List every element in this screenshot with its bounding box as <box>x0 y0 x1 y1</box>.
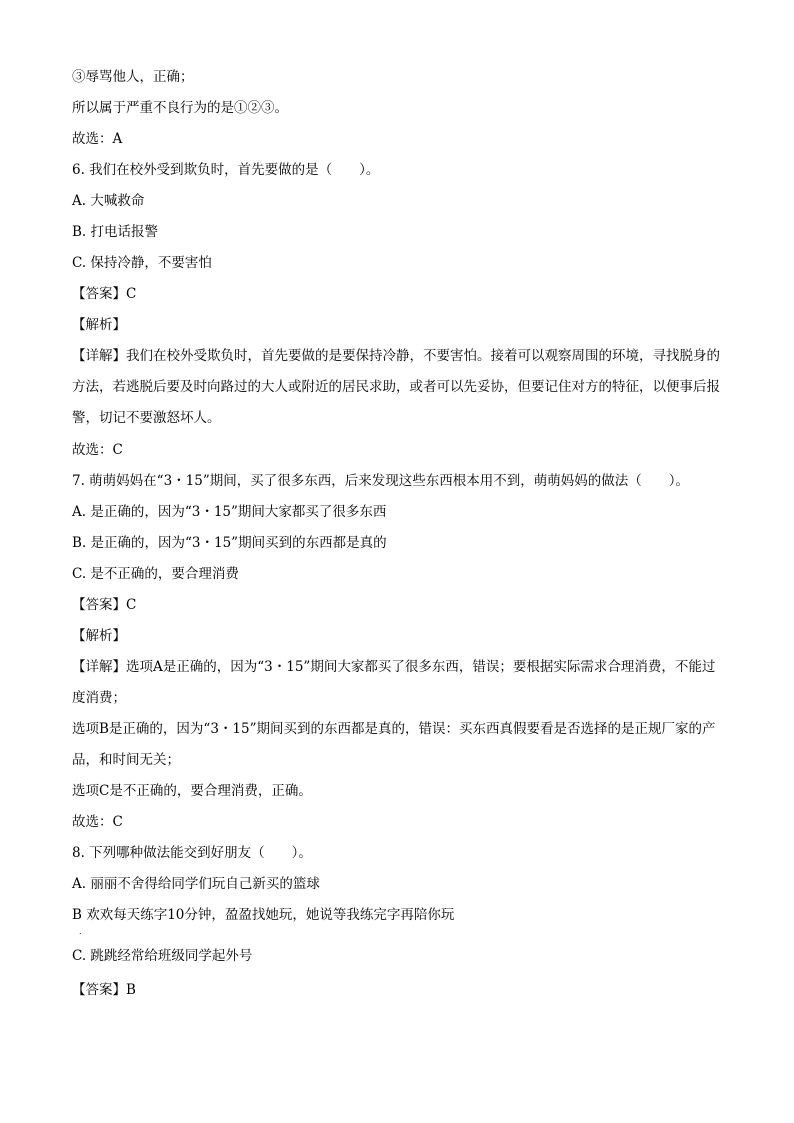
q7-detail-c: 选项C是不正确的，要合理消费，正确。 <box>72 783 312 799</box>
q6-option-a: A. 大喊救命 <box>72 193 145 209</box>
q6-choice: 故选：C <box>72 442 123 458</box>
stray-mark: . <box>79 927 82 936</box>
q8-option-a: A. 丽丽不舍得给同学们玩自己新买的篮球 <box>72 876 320 892</box>
q7-analysis-heading: 【解析】 <box>72 628 126 644</box>
q8-option-b: B 欢欢每天练字10分钟，盈盈找她玩，她说等我练完字再陪你玩 <box>72 907 455 923</box>
choice-line: 故选：A <box>72 131 123 147</box>
q7-detail-b: 选项B是正确的，因为“3・15”期间买到的东西都是真的，错误：买东西真假要看是否选择的是正规厂家的产品，和时间无关； <box>72 721 716 768</box>
q6-analysis-heading: 【解析】 <box>72 317 126 333</box>
question-7: 7. 萌萌妈妈在“3・15”期间，买了很多东西，后来发现这些东西根本用不到，萌萌妈妈的做法（ ）。 <box>72 473 689 489</box>
q6-option-b: B. 打电话报警 <box>72 224 159 240</box>
q8-option-c: C. 跳跳经常给班级同学起外号 <box>72 948 253 964</box>
q7-answer: 【答案】C <box>72 597 137 613</box>
q8-answer: 【答案】B <box>72 982 136 998</box>
q7-option-b: B. 是正确的，因为“3・15”期间买到的东西都是真的 <box>72 535 387 551</box>
q7-option-a: A. 是正确的，因为“3・15”期间大家都买了很多东西 <box>72 504 387 520</box>
q7-choice: 故选：C <box>72 814 123 830</box>
q7-option-c: C. 是不正确的，要合理消费 <box>72 566 239 582</box>
question-6: 6. 我们在校外受到欺负时，首先要做的是（ ）。 <box>72 162 380 178</box>
q6-answer: 【答案】C <box>72 286 137 302</box>
analysis-conclusion: 所以属于严重不良行为的是①②③。 <box>72 100 288 116</box>
q7-detail-a: 【详解】选项A是正确的，因为“3・15”期间大家都买了很多东西，错误；要根据实际需求合理消费，不能过度消费； <box>72 659 716 706</box>
q6-option-c: C. 保持冷静，不要害怕 <box>72 255 212 271</box>
analysis-line: ③辱骂他人，正确； <box>72 69 194 85</box>
q6-detail: 【详解】我们在校外受欺负时，首先要做的是要保持冷静，不要害怕。接着可以观察周围的环境，寻找脱身的方法，若逃脱后要及时向路过的大人或附近的居民求助，或者可以先妥协，但要记住对方的特征，以便事后报警，切记不要激怒坏人。 <box>72 348 720 426</box>
question-8: 8. 下列哪种做法能交到好朋友（ ）。 <box>72 845 312 861</box>
